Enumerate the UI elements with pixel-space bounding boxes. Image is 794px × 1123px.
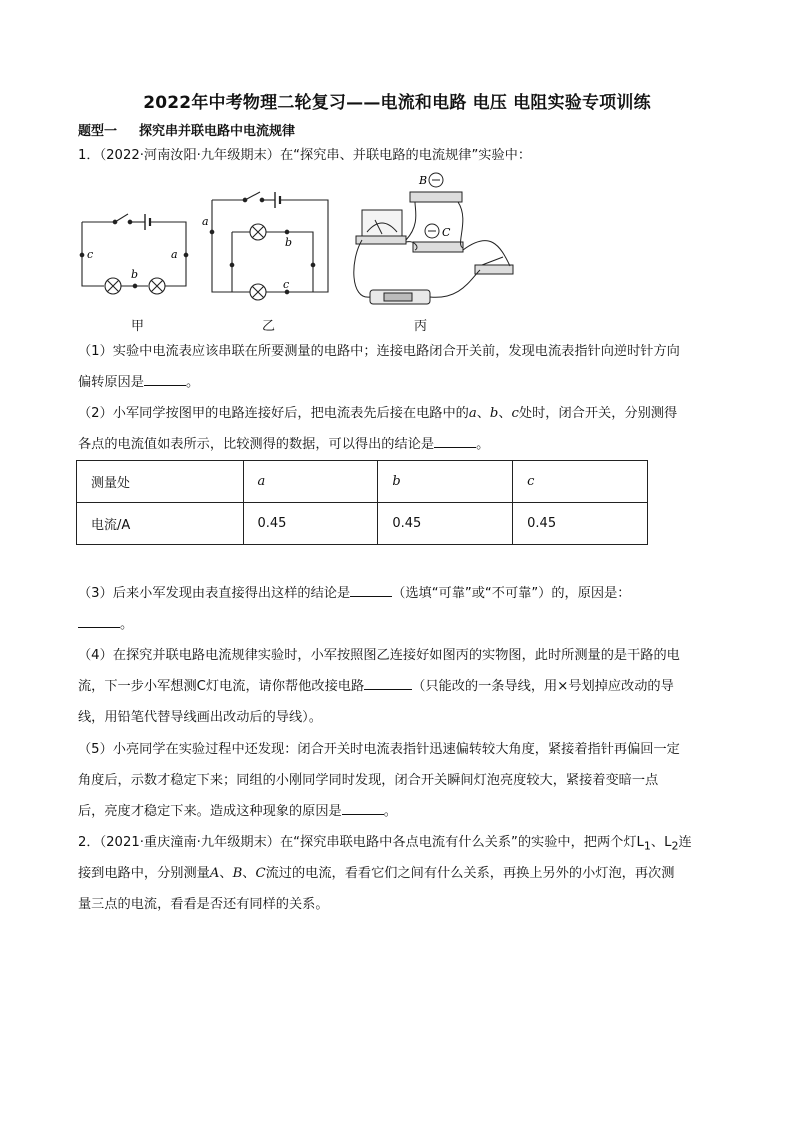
q1-part4-pre: 流，下一步小军想测C灯电流，请你帮他改接电路	[78, 679, 365, 694]
answer-blank	[78, 615, 120, 628]
q2-line2-post: 流过的电流，看看它们之间有什么关系，再换上另外的小灯泡，再次测	[265, 866, 675, 881]
q1-part2-pre: （2）小军同学按图甲的电路连接好后，把电流表先后接在电路中的	[78, 406, 469, 421]
q2-sep: 、	[242, 866, 256, 881]
table-row	[77, 503, 648, 545]
q1-part5-end: 。	[383, 804, 397, 819]
q1-part2-end: 。	[476, 437, 490, 452]
q1-part4-line1: （4）在探究并联电路电流规律实验时，小军按照图乙连接好如图丙的实物图，此时所测量的是干路的电	[78, 648, 680, 663]
fig-jia-label-b: b	[131, 268, 139, 281]
table-header-cell: a	[243, 461, 378, 503]
q1-part2-text: 各点的电流值如表所示，比较测得的数据，可以得出的结论是	[78, 437, 435, 452]
fig-yi-label-c: c	[283, 278, 290, 291]
q1-part2-line2	[78, 435, 718, 455]
q2-sep: 、	[650, 835, 665, 850]
lamp-l1-sub: 1	[643, 839, 651, 853]
caption-jia: 甲	[131, 319, 145, 334]
caption-bing: 丙	[414, 319, 428, 334]
q1-part5-line3	[78, 802, 718, 822]
var-b: b	[489, 406, 499, 421]
q2-line1-pre: 2．（2021·重庆潼南·九年级期末）在“探究串联电路中各点电流有什么关系”的实验中，把两个灯	[78, 835, 637, 850]
q1-part3-end: 。	[120, 617, 134, 632]
fig-bing-label-C: C	[442, 226, 451, 239]
figure-bing-physical-circuit	[354, 173, 513, 304]
answer-blank	[434, 435, 476, 448]
q1-part1-text: 偏转原因是	[78, 375, 144, 390]
figure-yi-parallel-circuit	[210, 192, 328, 300]
table-row	[77, 461, 648, 503]
q2-line1	[78, 833, 718, 857]
lamp-l2: L	[664, 835, 672, 850]
lamp-l2-sub: 2	[671, 839, 679, 853]
fig-jia-label-a: a	[171, 248, 178, 261]
section-heading	[78, 120, 317, 139]
q2-sep: 、	[219, 866, 233, 881]
q1-part4-line3: 线，用铅笔代替导线画出改动后的导线）。	[78, 710, 322, 725]
fig-bing-label-B: B	[419, 174, 428, 187]
q1-part5-line2: 角度后，示数才稳定下来；同组的小刚同学同时发现，闭合开关瞬间灯泡亮度较大，紧接着变暗一点	[78, 773, 659, 788]
page-title: 2022年中考物理二轮复习——电流和电路 电压 电阻实验专项训练	[143, 93, 651, 113]
sep-1: 、	[476, 406, 490, 421]
q1-part4-line2	[78, 677, 718, 697]
q1-part5-pre: 后，亮度才稳定下来。造成这种现象的原因是	[78, 804, 342, 819]
caption-yi: 乙	[262, 319, 276, 334]
q1-part1-line1: （1）实验中电流表应该串联在所要测量的电路中；连接电路闭合开关前，发现电流表指针向逆时针方向	[78, 344, 680, 359]
q1-part3-line1	[78, 584, 718, 604]
point-A: A	[209, 866, 220, 881]
sep-2: 、	[498, 406, 512, 421]
section-label: 题型一	[78, 124, 118, 139]
q1-part5-line1: （5）小亮同学在实验过程中还发现：闭合开关时电流表指针迅速偏转较大角度，紧接着指针再偏回一定	[78, 742, 680, 757]
var-a: a	[468, 406, 477, 421]
table-header-cell: c	[513, 461, 648, 503]
fig-yi-label-a: a	[202, 215, 209, 228]
answer-blank	[364, 677, 412, 690]
q1-part4-post: （只能改的一条导线，用×号划掉应改动的导	[412, 679, 674, 694]
fig-yi-label-b: b	[285, 236, 293, 249]
q2-line1-post: 连	[678, 835, 692, 850]
var-c: c	[511, 406, 519, 421]
table-cell: 0.45	[243, 503, 378, 545]
answer-blank	[350, 584, 392, 597]
q1-part3-post: （选填“可靠”或“不可靠”）的，原因是：	[392, 586, 631, 601]
q1-part2-line1	[78, 404, 718, 424]
q1-part3-line2	[78, 615, 718, 635]
answer-blank	[342, 802, 384, 815]
table-header-cell: b	[378, 461, 513, 503]
q1-part1-line2	[78, 373, 718, 393]
q1-intro: 1．（2022·河南汝阳·九年级期末）在“探究串、并联电路的电流规律”实验中：	[78, 148, 532, 163]
fig-jia-label-c: c	[87, 248, 94, 261]
point-C: C	[255, 866, 266, 881]
q2-line3: 量三点的电流，看看是否还有同样的关系。	[78, 897, 329, 912]
table-cell: 0.45	[513, 503, 648, 545]
q1-part2-post: 处时，闭合开关，分别测得	[518, 406, 678, 421]
q1-part1-end: 。	[185, 375, 200, 390]
current-data-table	[76, 460, 648, 545]
section-text: 探究串并联电路中电流规律	[139, 124, 296, 139]
lamp-l1: L	[636, 835, 644, 850]
table-cell: 0.45	[378, 503, 513, 545]
q1-part3-pre: （3）后来小军发现由表直接得出这样的结论是	[78, 586, 351, 601]
q2-line2	[78, 864, 718, 884]
answer-blank	[144, 373, 186, 386]
table-cell: 电流/A	[77, 503, 244, 545]
point-B: B	[232, 866, 243, 881]
q2-line2-pre: 接到电路中，分别测量	[78, 866, 210, 881]
circuit-figures	[70, 170, 540, 315]
table-header-cell: 测量处	[77, 461, 244, 503]
